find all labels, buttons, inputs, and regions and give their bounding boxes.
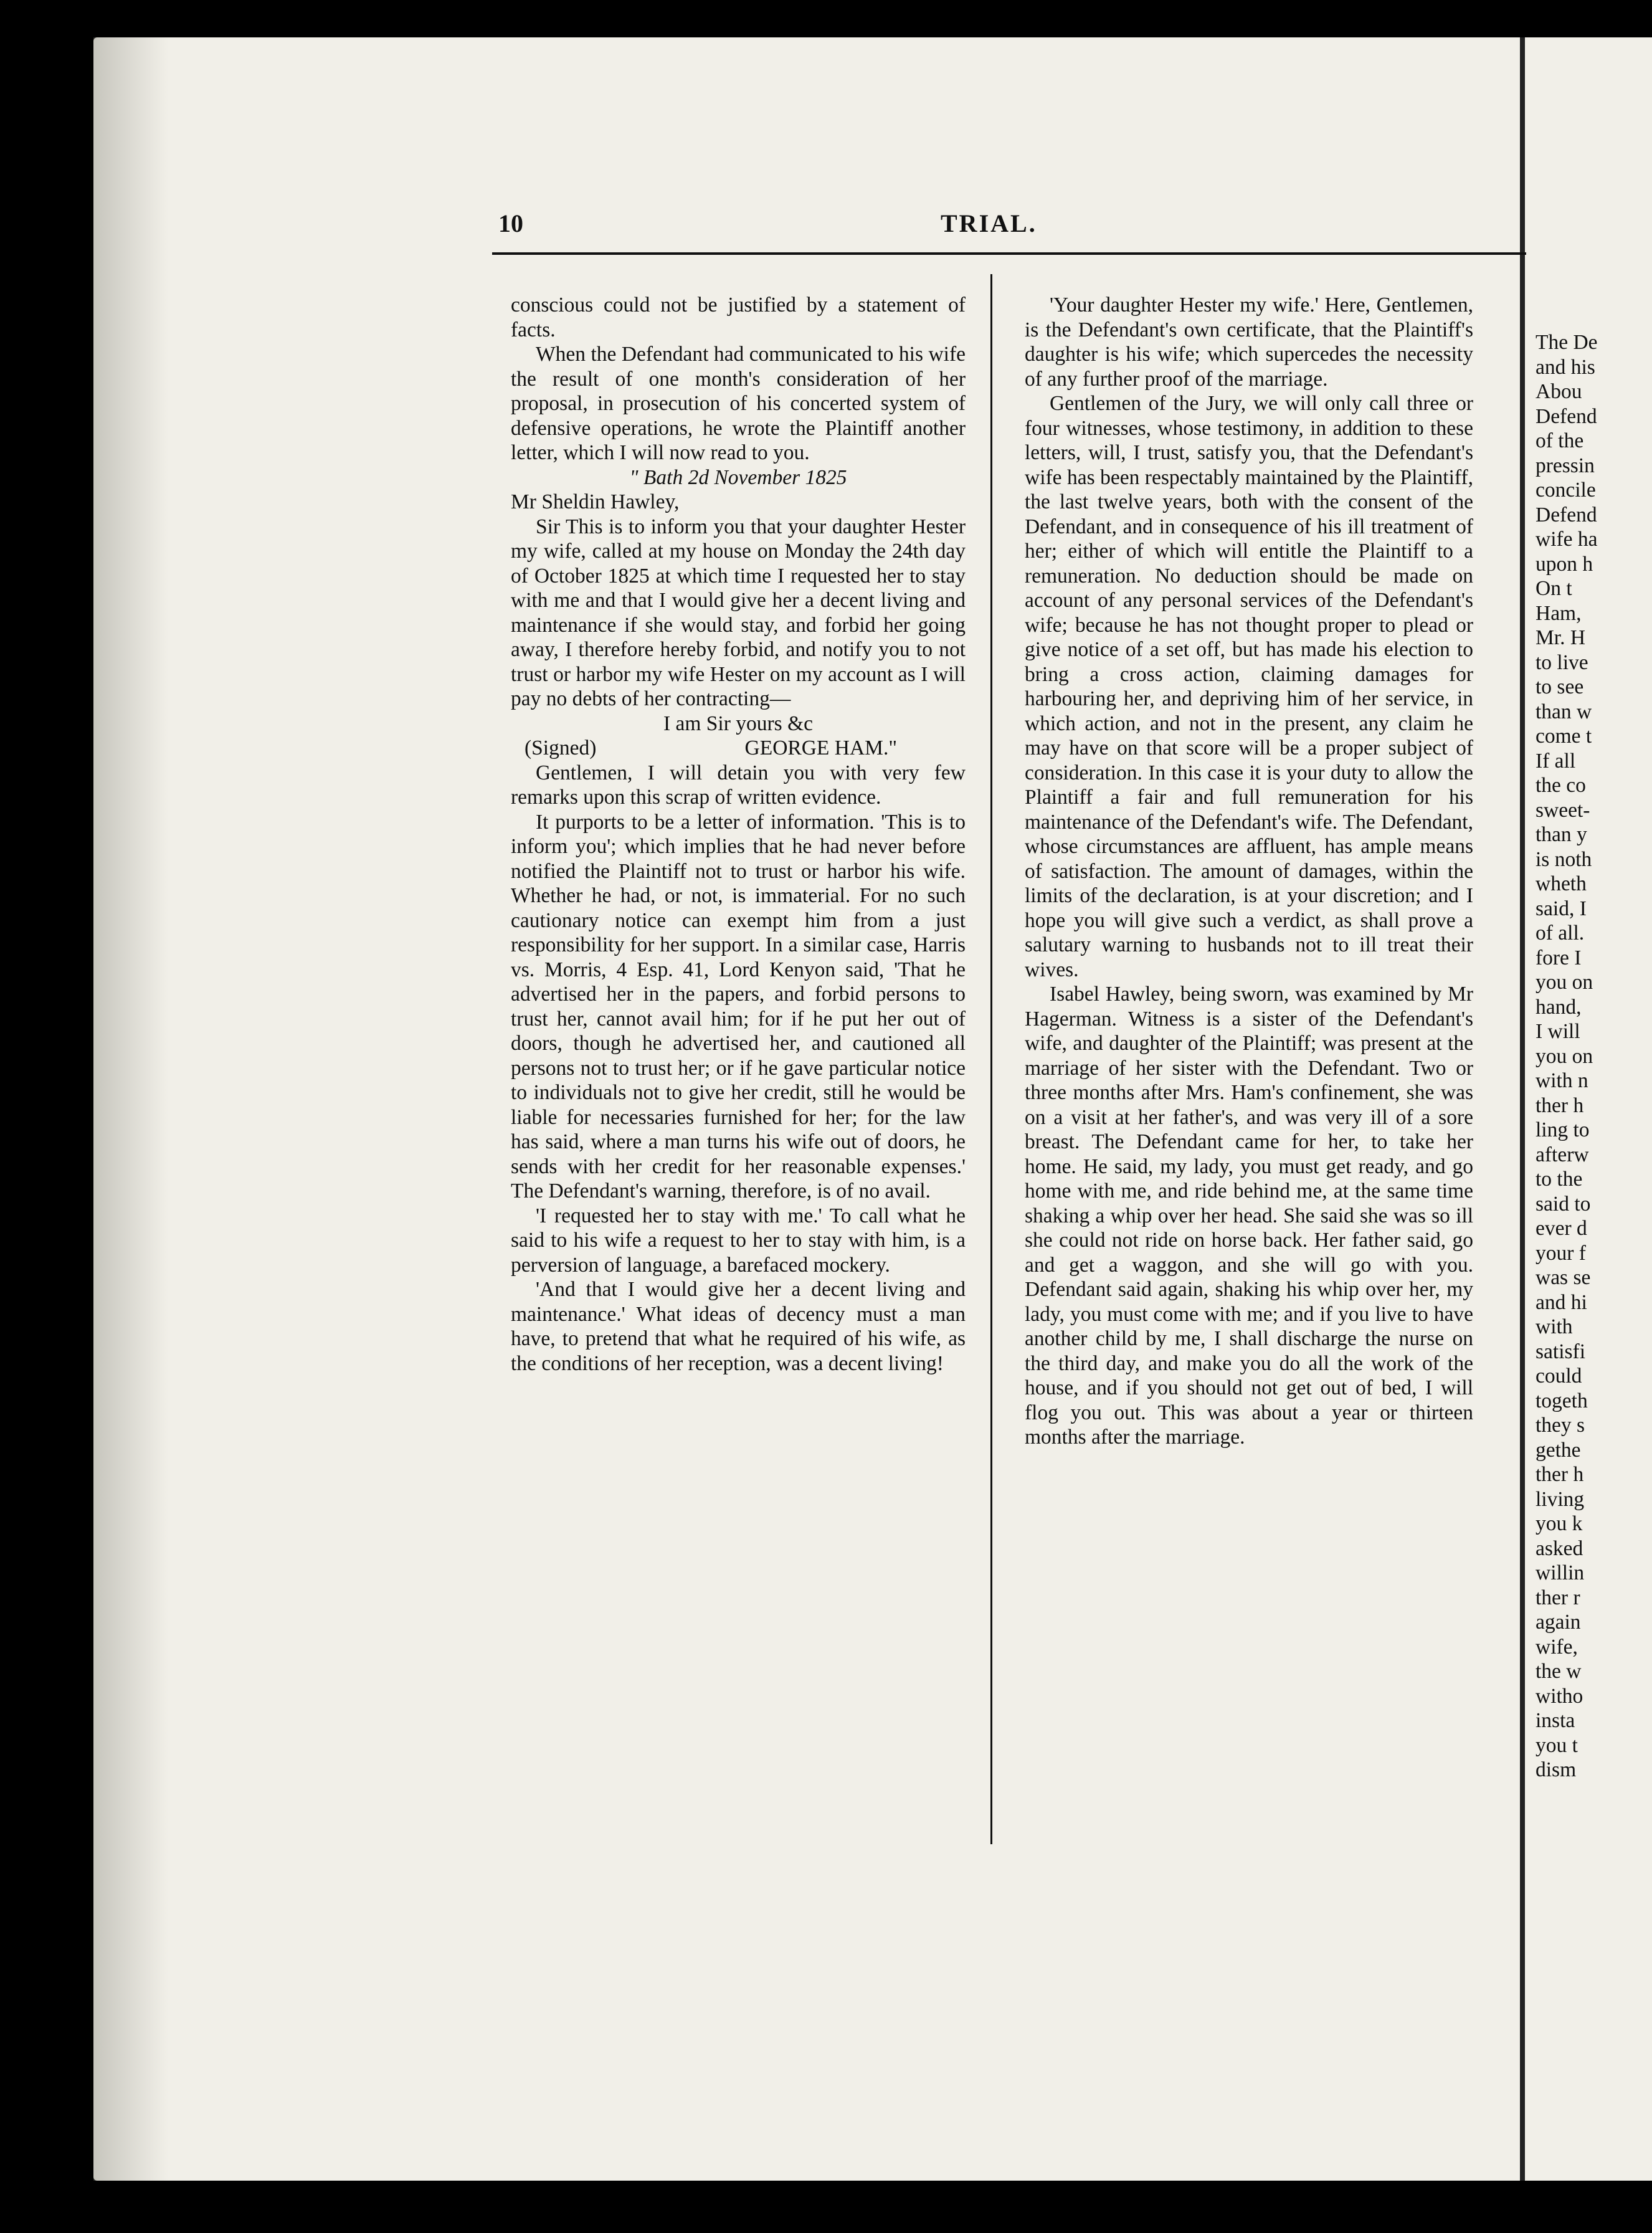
paragraph: 'And that I would give her a decent living and maintenance.' What ideas of decency must a man have, to pretend that what he required of his wife, as the conditions of her reception, was a decent living! xyxy=(511,1278,966,1375)
facing-page-line: ther r xyxy=(1536,1586,1580,1609)
facing-page-line: ther h xyxy=(1536,1463,1584,1486)
facing-page-line: and his xyxy=(1536,355,1595,379)
facing-page-line: hand, xyxy=(1536,995,1582,1019)
paragraph: Gentlemen of the Jury, we will only call three or four witnesses, whose testimony, in addition to these letters, will, I trust, satisfy you, that the Defendant's wife has been respectably maintained by the Plaintiff, the last twelve years, both with the consent of the Defendant, and in consequence of his ill treatment of her; either of which will entitle the Plaintiff to a remuneration. No deduction should be made on account of any personal services of the Defendant's wife; because he has not thought proper to plead or give notice of a set off, but has made his election to bring a cross action, claiming damages for harbouring her, and depriving him of her service, in which action, and not in the present, any claim he may have on that score will be a proper subject of consideration. In this case it is your duty to allow the Plaintiff a fair and full remuneration for his maintenance of the Defendant's wife. The Defendant, whose circumstances are affluent, has ample means of satisfaction. The amount of damages, within the limits of the declaration, is at your discretion; and I hope you will give such a verdict, as shall prove a salutary warning to husbands not to ill treat their wives. xyxy=(1025,392,1473,981)
paragraph: Mr Sheldin Hawley, xyxy=(511,490,680,513)
facing-page-line: dism xyxy=(1536,1758,1577,1781)
paragraph: Gentlemen, I will detain you with very few remarks upon this scrap of written evidence. xyxy=(511,761,966,809)
facing-page-line: come t xyxy=(1536,725,1592,748)
facing-page-line: I will xyxy=(1536,1020,1580,1043)
book-gutter xyxy=(1520,37,1525,2181)
column-divider xyxy=(990,274,992,1844)
facing-page-line: pressin xyxy=(1536,454,1595,477)
paragraph: I am Sir yours &c xyxy=(663,712,814,735)
header-rule xyxy=(492,252,1526,255)
running-title: TRIAL. xyxy=(941,209,1037,237)
facing-page-line: they s xyxy=(1536,1414,1585,1437)
facing-page-line: of all. xyxy=(1536,921,1585,945)
signed-label: (Signed) xyxy=(525,736,597,759)
facing-page-line: to live xyxy=(1536,650,1588,674)
facing-page-line: Defend xyxy=(1536,503,1597,526)
facing-page-line: is noth xyxy=(1536,847,1592,871)
facing-page-line: willin xyxy=(1536,1561,1585,1584)
facing-page-line: of the xyxy=(1536,429,1584,452)
paragraph: 'Your daughter Hester my wife.' Here, Gentlemen, is the Defendant's own certificate, that the Plaintiff's daughter is his wife; which supercedes the necessity of any further proof of the marriage. xyxy=(1025,293,1473,391)
facing-page-line: to the xyxy=(1536,1168,1583,1191)
facing-page-line: said to xyxy=(1536,1192,1591,1216)
facing-page-line: wheth xyxy=(1536,872,1587,895)
facing-page-line: again xyxy=(1536,1611,1581,1634)
facing-page-line: living xyxy=(1536,1487,1585,1511)
paragraph: " Bath 2d November 1825 xyxy=(629,465,847,489)
facing-page-line: wife ha xyxy=(1536,528,1598,551)
facing-page-line: with n xyxy=(1536,1069,1588,1092)
left-column xyxy=(511,293,966,1376)
facing-page xyxy=(1529,37,1652,2181)
facing-page-line: the co xyxy=(1536,774,1586,797)
facing-page-line: Mr. H xyxy=(1536,626,1586,649)
facing-page-line: Abou xyxy=(1536,380,1582,403)
facing-page-line: witho xyxy=(1536,1684,1583,1708)
facing-page-line: satisfi xyxy=(1536,1340,1586,1363)
facing-page-line: upon h xyxy=(1536,552,1593,576)
facing-page-line: your f xyxy=(1536,1241,1586,1265)
facing-page-line: ever d xyxy=(1536,1217,1587,1240)
facing-page-line: could xyxy=(1536,1364,1582,1388)
facing-page-line: than y xyxy=(1536,823,1587,846)
facing-page-line: On t xyxy=(1536,577,1572,600)
facing-page-line: The De xyxy=(1536,331,1598,354)
facing-page-line: gethe xyxy=(1536,1438,1581,1462)
facing-page-line: than w xyxy=(1536,700,1592,723)
facing-page-line: fore I xyxy=(1536,946,1582,969)
right-column xyxy=(1025,293,1473,1450)
signatory-name: GEORGE HAM." xyxy=(744,736,897,759)
facing-page-line: with xyxy=(1536,1315,1573,1338)
facing-page-line: wife, xyxy=(1536,1635,1578,1659)
facing-page-line: If all xyxy=(1536,749,1576,773)
facing-page-line: togeth xyxy=(1536,1389,1588,1412)
facing-page-line: you t xyxy=(1536,1733,1578,1757)
facing-page-line: was se xyxy=(1536,1266,1591,1289)
facing-page-line: said, I xyxy=(1536,897,1587,920)
paragraph: 'I requested her to stay with me.' To call what he said to his wife a request to her to stay with him, is a perversion of language, a barefaced mockery. xyxy=(511,1204,966,1277)
facing-page-line: concile xyxy=(1536,478,1596,502)
signature-line xyxy=(511,736,966,761)
paragraph: Sir This is to inform you that your daughter Hester my wife, called at my house on Monday the 24th day of October 1825 at which time I requested her to stay with me and that I would give her a decent living and maintenance if she would stay, and forbid her going away, I therefore hereby forbid, and notify you to not trust or harbor my wife Hester on my account as I will pay no debts of her contracting— xyxy=(511,515,966,710)
paragraph: Isabel Hawley, being sworn, was examined by Mr Hagerman. Witness is a sister of the Defendant's wife, and daughter of the Plaintiff; was present at the marriage of her sister with the Defendant. Two or three months after Mrs. Ham's confinement, she was on a visit at her father's, and was very ill of a sore breast. The Defendant came for her, to take her home. He said, my lady, you must get ready, and go home with me, and ride behind me, at the same time shaking a whip over her head. She said she was so ill she could not ride on horse back. Her father said, go and get a waggon, and she will go with you. Defendant said again, shaking his whip over her, my lady, you must come with me; and if you live to have another child by me, I shall discharge the nurse on the third day, and make you do all the work of the house, and if you should not get out of bed, I will flog you out. This was about a year or thirteen months after the marriage. xyxy=(1025,983,1473,1449)
facing-page-line: you on xyxy=(1536,971,1593,994)
facing-page-line: and hi xyxy=(1536,1290,1587,1314)
facing-page-text xyxy=(1536,330,1652,1783)
page-number: 10 xyxy=(498,209,523,237)
facing-page-line: sweet- xyxy=(1536,798,1590,822)
page-edge-shadow xyxy=(93,37,168,2181)
facing-page-line: Defend xyxy=(1536,404,1597,428)
facing-page-line: asked xyxy=(1536,1536,1583,1560)
facing-page-line: you k xyxy=(1536,1512,1583,1535)
facing-page-line: the w xyxy=(1536,1660,1582,1683)
facing-page-line: afterw xyxy=(1536,1143,1589,1166)
facing-page-line: you on xyxy=(1536,1044,1593,1068)
paragraph: When the Defendant had communicated to his wife the result of one month's consideration of her proposal, in prosecution of his concerted system of defensive operations, he wrote the Plaintiff another letter, which I will now read to you. xyxy=(511,343,966,464)
facing-page-line: to see xyxy=(1536,675,1584,698)
facing-page-line: Ham, xyxy=(1536,601,1582,625)
facing-page-line: insta xyxy=(1536,1709,1575,1732)
facing-page-line: ling to xyxy=(1536,1118,1590,1141)
paragraph: It purports to be a letter of information. 'This is to inform you'; which implies that he had never before notified the Plaintiff not to trust or harbor his wife. Whether he had, or not, is immaterial. For no such cautionary notice can exempt him from a just responsibility for her support. In a similar case, Harris vs. Morris, 4 Esp. 41, Lord Kenyon said, 'That he advertised her in the papers, and forbid persons to trust her, cannot avail him; for if he put her out of doors, though he advertised her, and cautioned all persons not to trust her; or if he gave particular notice to individuals not to give her credit, still he would be liable for necessaries furnished for her; for the law has said, where a man turns his wife out of doors, he sends with her credit for her reasonable expenses.' The Defendant's warning, therefore, is of no avail. xyxy=(511,810,966,1202)
paragraph: conscious could not be justified by a statement of facts. xyxy=(511,293,966,341)
facing-page-line: ther h xyxy=(1536,1093,1584,1117)
